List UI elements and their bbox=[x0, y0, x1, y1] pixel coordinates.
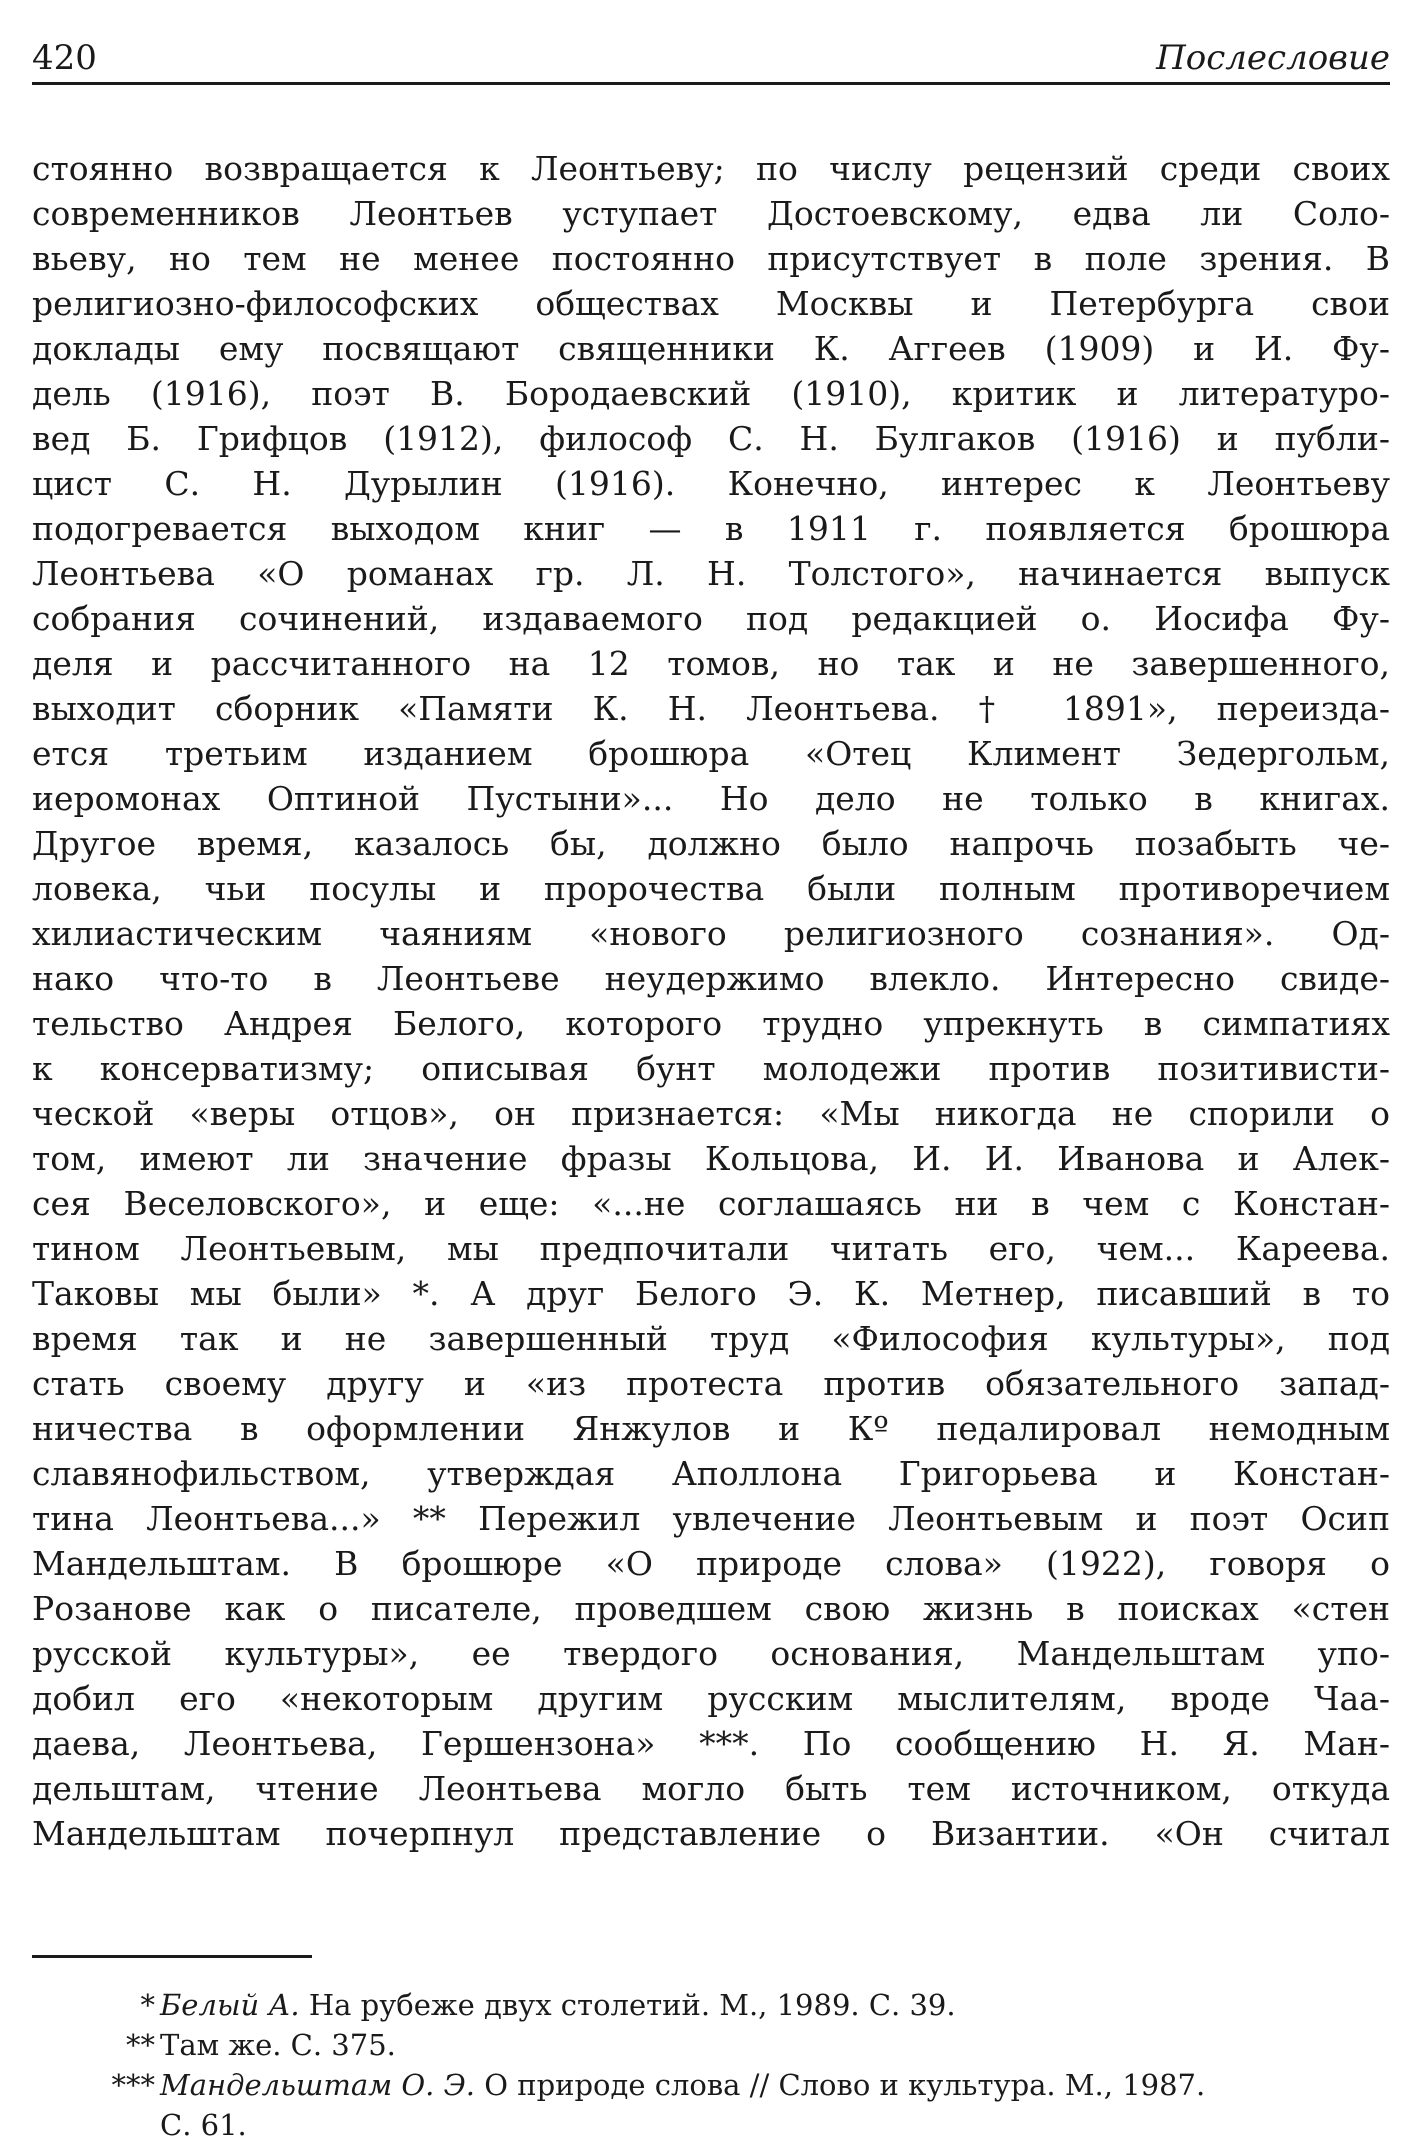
footnote-continuation: С. 61. bbox=[160, 2108, 247, 2142]
footnote-mark: * bbox=[140, 1988, 155, 2022]
body-line: славянофильством, утверждая Аполлона Григорьева и Констан- bbox=[32, 1454, 1390, 1493]
body-line: сея Веселовского», и еще: «...не соглашаясь ни в чем с Констан- bbox=[32, 1184, 1390, 1223]
footnote bbox=[32, 2025, 1390, 2065]
body-line: русской культуры», ее твердого основания, Мандельштам упо- bbox=[32, 1634, 1390, 1673]
body-line: время так и не завершенный труд «Философия культуры», под bbox=[32, 1319, 1390, 1358]
footnote-text bbox=[160, 2025, 396, 2065]
footnote-author: Белый А. bbox=[160, 1988, 300, 2022]
footnote-text bbox=[160, 2065, 1205, 2105]
body-line: том, имеют ли значение фразы Кольцова, И. И. Иванова и Алек- bbox=[32, 1139, 1390, 1178]
body-line: даева, Леонтьева, Гершензона» ***. По сообщению Н. Я. Ман- bbox=[32, 1724, 1390, 1763]
body-line: ловека, чьи посулы и пророчества были полным противоречием bbox=[32, 869, 1390, 908]
body-line: вьеву, но тем не менее постоянно присутствует в поле зрения. В bbox=[32, 239, 1390, 278]
body-line: тином Леонтьевым, мы предпочитали читать его, чем... Кареева. bbox=[32, 1229, 1390, 1268]
body-line: подогревается выходом книг — в 1911 г. появляется брошюра bbox=[32, 509, 1390, 548]
footnote bbox=[32, 2065, 1390, 2105]
body-line: тельство Андрея Белого, которого трудно упрекнуть в симпатиях bbox=[32, 1004, 1390, 1043]
footnote-author: Мандельштам О. Э. bbox=[160, 2068, 476, 2102]
footnote-separator bbox=[32, 1955, 312, 1958]
body-line: Таковы мы были» *. А друг Белого Э. К. Метнер, писавший в то bbox=[32, 1274, 1390, 1313]
body-line: хилиастическим чаяниям «нового религиозного сознания». Од- bbox=[32, 914, 1390, 953]
body-line: Розанове как о писателе, проведшем свою жизнь в поисках «стен bbox=[32, 1589, 1390, 1628]
footnote-text bbox=[160, 1985, 956, 2025]
section-title: Послесловие bbox=[1156, 38, 1390, 78]
body-line: дель (1916), поэт В. Бородаевский (1910), критик и литературо- bbox=[32, 374, 1390, 413]
body-line: стать своему другу и «из протеста против обязательного запад- bbox=[32, 1364, 1390, 1403]
body-line: к консерватизму; описывая бунт молодежи против позитивисти- bbox=[32, 1049, 1390, 1088]
body-line: Мандельштам почерпнул представление о Византии. «Он считал bbox=[32, 1814, 1390, 1853]
running-head bbox=[32, 30, 1390, 85]
footnote-mark: ** bbox=[126, 2028, 155, 2062]
page-number: 420 bbox=[32, 38, 97, 78]
body-line: дельштам, чтение Леонтьева могло быть тем источником, откуда bbox=[32, 1769, 1390, 1808]
footnote-mark: *** bbox=[111, 2068, 155, 2102]
body-line: ничества в оформлении Янжулов и Кº педалировал немодным bbox=[32, 1409, 1390, 1448]
body-line: современников Леонтьев уступает Достоевскому, едва ли Соло- bbox=[32, 194, 1390, 233]
body-line: собрания сочинений, издаваемого под редакцией о. Иосифа Фу- bbox=[32, 599, 1390, 638]
body-line: вед Б. Грифцов (1912), философ С. Н. Булгаков (1916) и публи- bbox=[32, 419, 1390, 458]
body-line: нако что-то в Леонтьеве неудержимо влекло. Интересно свиде- bbox=[32, 959, 1390, 998]
footnote-source: О природе слова // Слово и культура. М., 1987. bbox=[484, 2068, 1206, 2102]
body-line: цист С. Н. Дурылин (1916). Конечно, интерес к Леонтьеву bbox=[32, 464, 1390, 503]
footnote bbox=[32, 1985, 1390, 2025]
footnotes bbox=[32, 1985, 1390, 2145]
body-line: выходит сборник «Памяти К. Н. Леонтьева. † 1891», переизда- bbox=[32, 689, 1390, 728]
body-line: деля и рассчитанного на 12 томов, но так и не завершенного, bbox=[32, 644, 1390, 683]
footnote-continuation-line bbox=[32, 2105, 1390, 2145]
footnote-source: На рубеже двух столетий. М., 1989. С. 39. bbox=[308, 1988, 956, 2022]
body-text bbox=[32, 146, 1390, 1856]
body-line: религиозно-философских обществах Москвы и Петербурга свои bbox=[32, 284, 1390, 323]
footnote-source: Там же. С. 375. bbox=[160, 2028, 396, 2062]
body-line: Леонтьева «О романах гр. Л. Н. Толстого», начинается выпуск bbox=[32, 554, 1390, 593]
body-line: ется третьим изданием брошюра «Отец Климент Зедергольм, bbox=[32, 734, 1390, 773]
body-line: стоянно возвращается к Леонтьеву; по числу рецензий среди своих bbox=[32, 149, 1390, 188]
body-line: иеромонах Оптиной Пустыни»... Но дело не только в книгах. bbox=[32, 779, 1390, 818]
body-line: ческой «веры отцов», он признается: «Мы никогда не спорили о bbox=[32, 1094, 1390, 1133]
body-line: тина Леонтьева...» ** Пережил увлечение Леонтьевым и поэт Осип bbox=[32, 1499, 1390, 1538]
body-line: добил его «некоторым другим русским мыслителям, вроде Чаа- bbox=[32, 1679, 1390, 1718]
body-line: Мандельштам. В брошюре «О природе слова» (1922), говоря о bbox=[32, 1544, 1390, 1583]
body-line: доклады ему посвящают священники К. Аггеев (1909) и И. Фу- bbox=[32, 329, 1390, 368]
body-line: Другое время, казалось бы, должно было напрочь позабыть че- bbox=[32, 824, 1390, 863]
